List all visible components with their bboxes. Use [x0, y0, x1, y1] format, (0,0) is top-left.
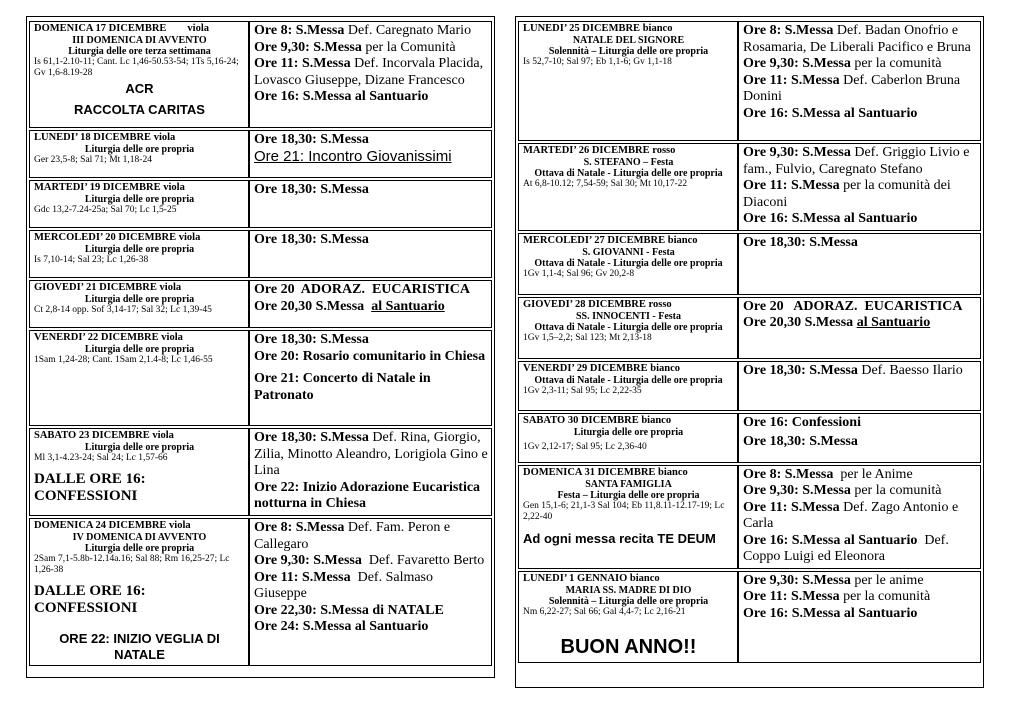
- mass-schedule-cell: [738, 413, 981, 463]
- day-title: GIOVEDI’ 21 DICEMBRE viola: [34, 282, 182, 293]
- event-note: ORE 22: INIZIO VEGLIA DI NATALE: [59, 631, 220, 662]
- event-time: Ore 21: Incontro Giovanissimi: [254, 147, 452, 165]
- mass-schedule-cell: [738, 21, 981, 141]
- day-title: MERCOLEDI’ 27 DICEMBRE bianco: [523, 234, 698, 246]
- liturgy-note: Ottava di Natale - Liturgia delle ore propria: [534, 257, 723, 269]
- mass-time: Ore 24: S.Messa al Santuario: [254, 619, 429, 634]
- liturgical-title: S. STEFANO – Festa: [583, 157, 674, 168]
- liturgy-note: Ottava di Natale - Liturgia delle ore propria: [534, 168, 723, 179]
- liturgical-title: III DOMENICA DI AVVENTO: [72, 35, 207, 46]
- mass-intention: Def. Fam. Peron e Callegaro: [254, 520, 451, 552]
- mass-intention: Def. Coppo Luigi ed Eleonora: [743, 532, 953, 564]
- mass-time: Ore 11: S.Messa: [743, 499, 840, 515]
- mass-intention: per le anime: [850, 572, 924, 588]
- day-info-cell: [518, 21, 738, 141]
- mass-time: Ore 20,30 S.Messa: [254, 298, 372, 314]
- readings: 1Sam 1,24-28; Cant. 1Sam 2,1.4-8; Lc 1,46-55: [34, 355, 213, 365]
- readings: Is 61,1-2.10-11; Cant. Lc 1,46-50.53-54; 1Ts 5,16-24; Gv 1,6-8.19-28: [34, 57, 239, 78]
- readings: Nm 6,22-27; Sal 66; Gal 4,4-7; Lc 2,16-21: [523, 606, 686, 617]
- day-row-25-dec: [518, 21, 981, 141]
- liturgy-note: Solennità – Liturgia delle ore propria: [548, 595, 709, 607]
- day-row-22-dec: [29, 330, 492, 426]
- day-info-cell: [518, 297, 738, 359]
- mass-intention: Def. Favaretto Berto: [361, 553, 485, 568]
- event-note: Ad ogni messa recita TE DEUM: [523, 530, 716, 546]
- day-info-cell: [518, 571, 738, 663]
- mass-schedule-cell: [738, 143, 981, 231]
- day-info-cell: [518, 143, 738, 231]
- mass-time: Ore 18,30: S.Messa: [743, 434, 858, 449]
- readings: Gdc 13,2-7.24-25a; Sal 70; Lc 1,5-25: [34, 205, 177, 215]
- mass-schedule-cell: [249, 230, 492, 278]
- readings: At 6,8-10.12; 7,54-59; Sal 30; Mt 10,17-22: [523, 179, 688, 189]
- liturgy-note: Liturgia delle ore propria: [84, 194, 195, 205]
- mass-intention: Def. Caregnato Mario: [344, 23, 472, 38]
- day-row-24-dec: [29, 518, 492, 666]
- day-info-cell: [29, 130, 249, 178]
- mass-time: Ore 8: S.Messa: [743, 466, 834, 482]
- liturgical-title: SS. INNOCENTI - Festa: [575, 310, 681, 322]
- liturgy-note: Liturgia delle ore propria: [84, 244, 195, 255]
- liturgy-note: Liturgia delle ore propria: [84, 543, 195, 554]
- mass-intention: per la comunità: [850, 483, 942, 498]
- mass-time: Ore 18,30: S.Messa: [743, 362, 858, 378]
- event-time: Ore 22: Inizio Adorazione Eucaristica notturna in Chiesa: [254, 479, 481, 511]
- event-note: DALLE ORE 16: CONFESSIONI: [34, 583, 146, 616]
- day-row-20-dec: [29, 230, 492, 278]
- mass-schedule-cell: [249, 280, 492, 328]
- mass-intention: Def. Salmaso Giuseppe: [254, 569, 437, 601]
- readings: Ger 23,5-8; Sal 71; Mt 1,18-24: [34, 155, 152, 165]
- liturgy-note: Liturgia delle ore terza settimana: [68, 46, 211, 57]
- mass-time: Ore 11: S.Messa: [743, 589, 840, 604]
- day-row-31-dec: [518, 465, 981, 569]
- adoration-time: Ore 20 ADORAZ. EUCARISTICA: [254, 282, 470, 297]
- mass-time: Ore 18,30: S.Messa: [254, 232, 369, 247]
- right-schedule-panel: [515, 16, 984, 688]
- day-info-cell: [29, 428, 249, 516]
- liturgy-note: Ottava di Natale - Liturgia delle ore propria: [534, 374, 723, 386]
- mass-intention: per la Comunità: [361, 39, 456, 55]
- day-row-30-dec: [518, 413, 981, 463]
- mass-time: Ore 18,30: S.Messa: [254, 430, 369, 445]
- liturgy-note: Liturgia delle ore propria: [84, 344, 195, 355]
- mass-time: Ore 11: S.Messa: [254, 56, 351, 71]
- location-link: al Santuario: [371, 298, 445, 314]
- liturgical-title: IV DOMENICA DI AVVENTO: [72, 532, 207, 543]
- mass-time: Ore 22,30: S.Messa di NATALE: [254, 602, 444, 618]
- mass-intention: Def. Rina, Giorgio, Zilia, Minotto Aleandro, Lorigiola Gino e Lina: [254, 430, 488, 478]
- day-row-29-dec: [518, 361, 981, 411]
- day-title: SABATO 30 DICEMBRE bianco: [523, 414, 672, 426]
- mass-schedule-cell: [738, 297, 981, 359]
- event-note: RACCOLTA CARITAS: [74, 102, 205, 117]
- day-title: DOMENICA 24 DICEMBRE viola: [34, 520, 191, 531]
- day-info-cell: [29, 180, 249, 228]
- mass-intention: Def. Incorvala Placida, Lovasco Giuseppe, Dizane Francesco: [254, 56, 484, 88]
- liturgy-note: Liturgia delle ore propria: [84, 294, 195, 305]
- liturgy-note: Ottava di Natale - Liturgia delle ore propria: [534, 321, 723, 333]
- confession-time: Ore 16: Confessioni: [743, 414, 861, 430]
- mass-time: Ore 11: S.Messa: [743, 72, 840, 88]
- day-row-23-dec: [29, 428, 492, 516]
- mass-intention: per le Anime: [833, 466, 913, 482]
- mass-time: Ore 18,30: S.Messa: [743, 234, 858, 250]
- mass-time: Ore 9,30: S.Messa: [254, 553, 362, 568]
- day-info-cell: [518, 361, 738, 411]
- day-title: GIOVEDI’ 28 DICEMBRE rosso: [523, 298, 672, 310]
- mass-time: Ore 20,30 S.Messa: [743, 315, 857, 330]
- readings: 1Gv 2,3-11; Sal 95; Lc 2,22-35: [523, 385, 642, 396]
- mass-schedule-cell: [738, 571, 981, 663]
- mass-time: Ore 16: S.Messa al Santuario: [254, 89, 429, 104]
- left-schedule-panel: [26, 16, 495, 678]
- mass-time: Ore 11: S.Messa: [743, 178, 840, 193]
- liturgical-title: SANTA FAMIGLIA: [585, 478, 672, 490]
- mass-time: Ore 9,30: S.Messa: [743, 145, 851, 160]
- location-link: al Santuario: [856, 315, 931, 330]
- left-schedule-table: [29, 19, 492, 668]
- mass-intention: Def. Baesso Ilario: [857, 362, 963, 378]
- mass-intention: per la comunità dei Diaconi: [743, 178, 951, 210]
- readings: 1Gv 1,5–2,2; Sal 123; Mt 2,13-18: [523, 332, 652, 343]
- day-info-cell: [518, 413, 738, 463]
- liturgy-note: Liturgia delle ore propria: [84, 442, 195, 453]
- readings: Ct 2,8-14 opp. Sof 3,14-17; Sal 32; Lc 1,39-45: [34, 305, 212, 315]
- mass-schedule-cell: [249, 330, 492, 426]
- day-row-27-dec: [518, 233, 981, 295]
- day-title: VENERDI’ 22 DICEMBRE viola: [34, 332, 183, 343]
- liturgical-title: S. GIOVANNI - Festa: [582, 246, 675, 258]
- day-title: LUNEDI’ 18 DICEMBRE viola: [34, 132, 176, 143]
- event-time: Ore 21: Concerto di Natale in Patronato: [254, 371, 431, 403]
- readings: 1Gv 2,12-17; Sal 95; Lc 2,36-40: [523, 441, 647, 452]
- day-info-cell: [518, 465, 738, 569]
- adoration-time: Ore 20 ADORAZ. EUCARISTICA: [743, 298, 963, 314]
- event-time: Ore 20: Rosario comunitario in Chiesa: [254, 348, 486, 364]
- mass-intention: Def. Griggio Livio e fam., Fulvio, Caregnato Stefano: [743, 145, 970, 177]
- day-row-18-dec: [29, 130, 492, 178]
- mass-time: Ore 16: S.Messa al Santuario: [743, 605, 918, 621]
- mass-schedule-cell: [249, 518, 492, 666]
- mass-schedule-cell: [738, 361, 981, 411]
- day-row-1-jan: [518, 571, 981, 663]
- day-title: MERCOLEDI’ 20 DICEMBRE viola: [34, 232, 201, 243]
- day-info-cell: [29, 21, 249, 128]
- mass-time: Ore 8: S.Messa: [254, 520, 345, 535]
- readings: Is 7,10-14; Sal 23; Lc 1,26-38: [34, 255, 149, 265]
- day-row-17-dec: [29, 21, 492, 128]
- mass-intention: Def. Zago Antonio e Carla: [743, 499, 959, 531]
- mass-time: Ore 18,30: S.Messa: [254, 132, 369, 147]
- liturgy-note: Liturgia delle ore propria: [84, 144, 195, 155]
- mass-time: Ore 9,30: S.Messa: [743, 572, 851, 588]
- liturgical-title: MARIA SS. MADRE DI DIO: [565, 584, 692, 596]
- mass-time: Ore 8: S.Messa: [743, 23, 834, 38]
- day-title: LUNEDI’ 1 GENNAIO bianco: [523, 572, 660, 584]
- day-info-cell: [29, 280, 249, 328]
- day-title: DOMENICA 17 DICEMBRE viola: [34, 23, 210, 34]
- mass-time: Ore 9,30: S.Messa: [743, 56, 851, 71]
- day-title: LUNEDI’ 25 DICEMBRE bianco: [523, 23, 673, 34]
- mass-schedule-cell: [738, 233, 981, 295]
- day-info-cell: [29, 230, 249, 278]
- event-note: ACR: [125, 81, 154, 96]
- mass-schedule-cell: [738, 465, 981, 569]
- day-info-cell: [518, 233, 738, 295]
- mass-time: Ore 18,30: S.Messa: [254, 182, 369, 197]
- readings: Gen 15,1-6; 21,1-3 Sal 104; Eb 11,8.11-12.17-19; Lc 2,22-40: [523, 500, 725, 522]
- mass-time: Ore 11: S.Messa: [254, 569, 351, 585]
- mass-intention: per la comunità: [850, 56, 942, 71]
- mass-intention: per la comunità: [839, 589, 931, 604]
- mass-time: Ore 9,30: S.Messa: [254, 39, 362, 55]
- day-title: SABATO 23 DICEMBRE viola: [34, 430, 174, 441]
- mass-time: Ore 9,30: S.Messa: [743, 483, 851, 498]
- mass-schedule-cell: [249, 428, 492, 516]
- liturgy-note: Solennità – Liturgia delle ore propria: [548, 46, 709, 57]
- greeting-text: BUON ANNO!!: [560, 635, 697, 658]
- mass-time: Ore 18,30: S.Messa: [254, 332, 369, 347]
- day-title: DOMENICA 31 DICEMBRE bianco: [523, 466, 688, 478]
- liturgy-note: Liturgia delle ore propria: [573, 426, 684, 438]
- day-row-21-dec: [29, 280, 492, 328]
- day-row-26-dec: [518, 143, 981, 231]
- mass-time: Ore 16: S.Messa al Santuario: [743, 211, 918, 226]
- readings: Is 52,7-10; Sal 97; Eb 1,1-6; Gv 1,1-18: [523, 57, 672, 67]
- mass-intention: Def. Caberlon Bruna Donini: [743, 72, 961, 104]
- readings: 2Sam 7,1-5.8b-12.14a.16; Sal 88; Rm 16,25-27; Lc 1,26-38: [34, 554, 230, 575]
- day-title: MARTEDI’ 26 DICEMBRE rosso: [523, 145, 676, 156]
- liturgy-note: Festa – Liturgia delle ore propria: [557, 489, 700, 501]
- right-schedule-table: [518, 19, 981, 665]
- event-note: DALLE ORE 16: CONFESSIONI: [34, 471, 146, 504]
- mass-time: Ore 8: S.Messa: [254, 23, 345, 38]
- mass-schedule-cell: [249, 130, 492, 178]
- day-info-cell: [29, 330, 249, 426]
- liturgical-title: NATALE DEL SIGNORE: [572, 35, 685, 46]
- mass-intention: Def. Badan Onofrio e Rosamaria, De Liberali Pacifico e Bruna: [743, 23, 971, 55]
- mass-time: Ore 16: S.Messa al Santuario: [743, 532, 918, 548]
- readings: Ml 3,1-4.23-24; Sal 24; Lc 1,57-66: [34, 453, 168, 463]
- mass-schedule-cell: [249, 180, 492, 228]
- day-row-19-dec: [29, 180, 492, 228]
- day-title: MARTEDI’ 19 DICEMBRE viola: [34, 182, 185, 193]
- day-title: VENERDI’ 29 DICEMBRE bianco: [523, 362, 681, 374]
- mass-schedule-cell: [249, 21, 492, 128]
- readings: 1Gv 1,1-4; Sal 96; Gv 20,2-8: [523, 268, 635, 279]
- mass-time: Ore 16: S.Messa al Santuario: [743, 105, 918, 121]
- day-row-28-dec: [518, 297, 981, 359]
- day-info-cell: [29, 518, 249, 666]
